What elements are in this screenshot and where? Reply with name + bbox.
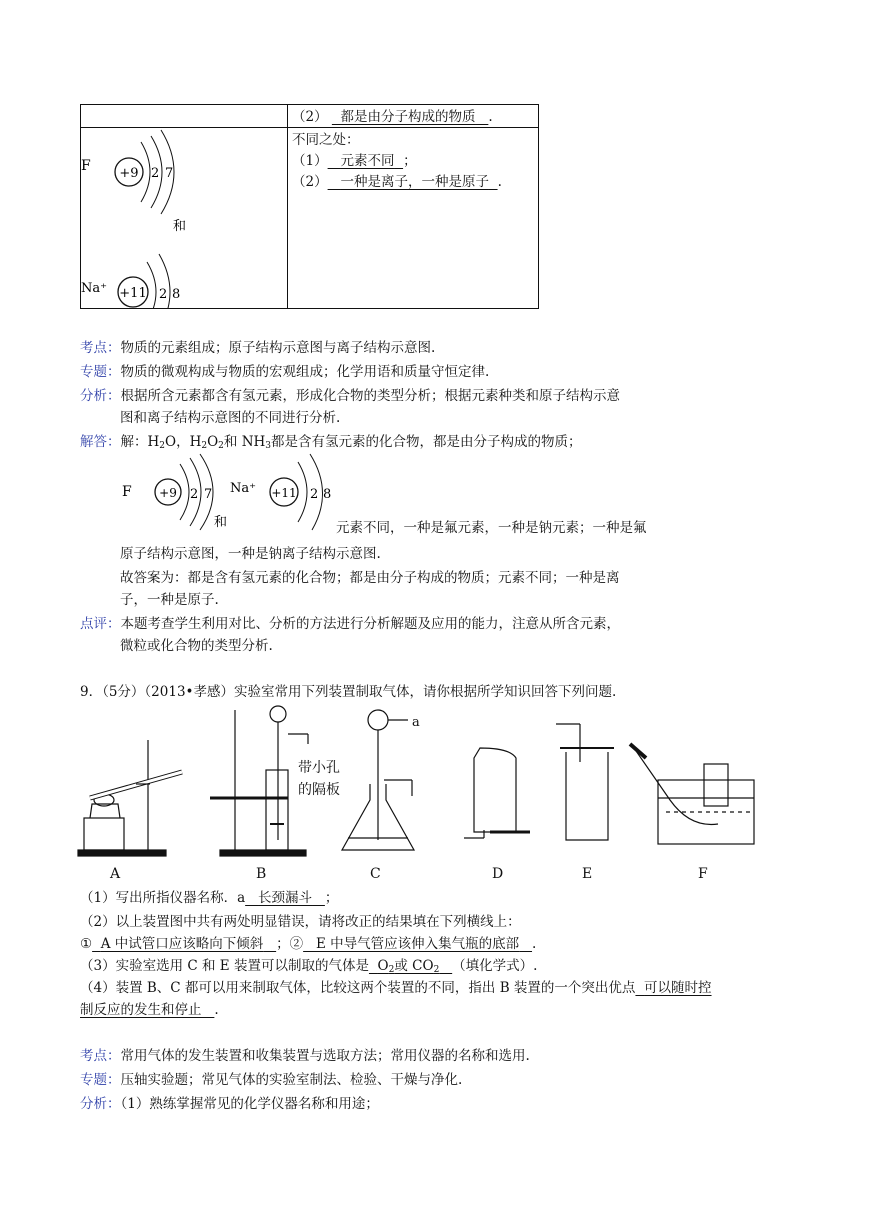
q4-answer-part1: 可以随时控 bbox=[644, 980, 712, 996]
apparatus-f bbox=[630, 744, 754, 882]
label-b: B bbox=[256, 866, 267, 882]
answer-blank: 都是由分子构成的物质 bbox=[340, 109, 476, 125]
q9-kaodian: 考点：常用气体的发生装置和收集装置与选取方法；常用仪器的名称和选用. bbox=[80, 1048, 530, 1064]
f-nucleus-charge: +9 bbox=[119, 166, 139, 181]
f-shell-2: 7 bbox=[165, 166, 174, 181]
inline-na-arc-1 bbox=[298, 462, 307, 522]
label-a: A bbox=[110, 866, 121, 882]
q9-fenxi: 分析：（1）熟练掌握常见的化学仪器名称和用途； bbox=[80, 1096, 379, 1112]
na-shell-2: 8 bbox=[172, 287, 181, 302]
q8-dianping: 点评：本题考查学生利用对比、分析的方法进行分析解题及应用的能力，注意从所含元素， bbox=[80, 616, 620, 632]
apparatus-b bbox=[210, 706, 340, 882]
item-number: （2） bbox=[292, 109, 328, 125]
q8-fenxi-line2: 图和离子结构示意图的不同进行分析. bbox=[120, 410, 341, 426]
table-cell-similarity: （2） 都是由分子构成的物质 . bbox=[288, 105, 539, 128]
apparatus-a bbox=[78, 740, 182, 882]
label-e: E bbox=[582, 866, 593, 882]
f-shell-1: 2 bbox=[151, 166, 160, 181]
apparatus-figure bbox=[70, 700, 790, 885]
label-f: F bbox=[698, 866, 708, 882]
table-cell-empty bbox=[81, 105, 288, 128]
na-shell-arc-1 bbox=[147, 262, 156, 308]
inline-f-shell-1: 2 bbox=[190, 487, 199, 502]
q8-jieda-line3: 原子结构示意图，一种是钠离子结构示意图. bbox=[120, 546, 381, 562]
na-symbol: Na⁺ bbox=[81, 281, 107, 296]
q9-q3: （3）实验室选用 C 和 E 装置可以制取的气体是 $O_2$或 $CO_2$ （填化学式）. bbox=[80, 958, 538, 975]
q9-q4: （4）装置 B、C 都可以用来制取气体，比较这两个装置的不同，指出 B 装置的一个突出优点 可以随时控 bbox=[80, 980, 712, 996]
q8-jieda-inline: 元素不同，一种是氟元素，一种是钠元素；一种是氟 bbox=[336, 520, 647, 536]
na-nucleus-charge: +11 bbox=[119, 286, 147, 301]
q9-q1: （1）写出所指仪器名称．a 长颈漏斗 ； bbox=[80, 890, 339, 906]
q2-answer-2: E 中导气管应该伸入集气瓶的底部 bbox=[316, 936, 520, 952]
c-label-a: a bbox=[412, 715, 420, 730]
q3-answer: $O_2$或 $CO_2$ bbox=[377, 958, 440, 975]
apparatus-d bbox=[464, 748, 530, 882]
label-c: C bbox=[370, 866, 381, 882]
q1-answer: 长颈漏斗 bbox=[258, 890, 313, 906]
q8-fenxi: 分析：根据所含元素都含有氢元素，形成化合物的类型分析；根据元素种类和原子结构示意 bbox=[80, 388, 620, 404]
f-symbol: F bbox=[81, 158, 91, 174]
answer-table bbox=[80, 104, 539, 309]
inline-conj-he: 和 bbox=[214, 515, 228, 530]
inline-na-shell-1: 2 bbox=[310, 487, 319, 502]
q8-jieda-line5: 子，一种是原子. bbox=[120, 592, 219, 608]
table-cell-differences bbox=[288, 128, 539, 309]
b-note-line1: 带小孔 bbox=[298, 760, 340, 776]
apparatus-e bbox=[556, 724, 614, 882]
q8-dianping-line2: 微粒或化合物的类型分析. bbox=[120, 638, 273, 654]
table-cell-diagrams bbox=[81, 128, 288, 309]
b-note-line2: 的隔板 bbox=[298, 782, 340, 798]
q9-zhuanti: 专题：压轴实验题；常见气体的实验室制法、检验、干燥与净化. bbox=[80, 1072, 463, 1088]
inline-na-shell-2: 8 bbox=[323, 487, 332, 502]
q8-zhuanti: 专题：物质的微观构成与物质的宏观组成；化学用语和质量守恒定律. bbox=[80, 364, 490, 380]
q2-answer-1: A 中试管口应该略向下倾斜 bbox=[100, 936, 264, 952]
apparatus-c bbox=[342, 710, 420, 882]
q8-jieda: 解答：解：$H_2O$，$H_2O_2$和 $NH_3$都是含有氢元素的化合物，都是由分子构成的物质； bbox=[80, 434, 582, 451]
conj-he: 和 bbox=[173, 219, 187, 234]
label-d: D bbox=[492, 866, 504, 882]
difference-item-2: （2） 一种是离子，一种是原子 . bbox=[292, 174, 502, 190]
inline-na-symbol: Na⁺ bbox=[230, 481, 256, 496]
q8-jieda-line4: 故答案为：都是含有氢元素的化合物；都是由分子构成的物质；元素不同；一种是离 bbox=[120, 570, 620, 586]
q9-q4-line2: 制反应的发生和停止 . bbox=[80, 1002, 219, 1018]
inline-f-shell-2: 7 bbox=[204, 487, 213, 502]
differences-heading: 不同之处： bbox=[292, 132, 360, 148]
q8-kaodian: 考点：物质的元素组成；原子结构示意图与离子结构示意图. bbox=[80, 340, 436, 356]
difference-item-1: （1） 元素不同 ； bbox=[292, 153, 417, 169]
q9-title: 9．（5分）（2013•孝感）实验室常用下列装置制取气体，请你根据所学知识回答下列问题. bbox=[80, 684, 617, 700]
inline-na-charge: +11 bbox=[271, 486, 297, 500]
q9-q2-answers: ① A 中试管口应该略向下倾斜 ；② E 中导气管应该伸入集气瓶的底部 . bbox=[80, 936, 537, 952]
inline-f-charge: +9 bbox=[159, 486, 177, 500]
q4-answer-part2: 制反应的发生和停止 bbox=[80, 1002, 202, 1018]
inline-f-symbol: F bbox=[122, 484, 132, 500]
inline-structure-diagrams bbox=[118, 452, 338, 532]
na-shell-1: 2 bbox=[159, 287, 168, 302]
structure-diagrams bbox=[81, 128, 281, 308]
q9-q2: （2）以上装置图中共有两处明显错误，请将改正的结果填在下列横线上： bbox=[80, 914, 521, 930]
